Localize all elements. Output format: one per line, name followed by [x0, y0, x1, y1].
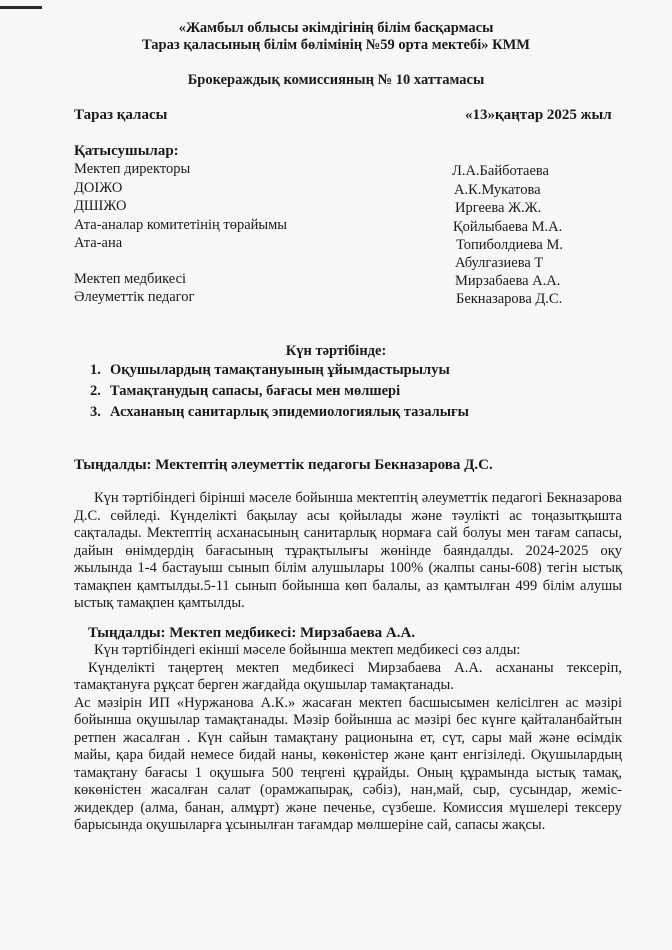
- document-title: Брокераждық комиссияның № 10 хаттамасы: [187, 72, 485, 88]
- agenda-item: 3. Асхананың санитарлық эпидемиологиялық тазалығы: [90, 404, 469, 420]
- participants-heading: Қатысушылар:: [74, 143, 179, 159]
- participant-role: Ата-аналар комитетінің төрайымы: [74, 217, 288, 233]
- participant-role: Мектеп медбикесі: [74, 271, 187, 287]
- participant-name: Бекназарова Д.С.: [456, 291, 563, 307]
- agenda-list: [90, 360, 469, 423]
- section1-heading: Тыңдалды: Мектептің әлеуметтік педагогы Бекназарова Д.С.: [74, 457, 493, 473]
- section2-body: [74, 642, 622, 835]
- participant-name: Иргеева Ж.Ж.: [455, 200, 542, 216]
- participant-role: Ата-ана: [74, 235, 123, 251]
- participant-name: Топиболдиева М.: [456, 237, 564, 253]
- section1-body: [74, 490, 622, 613]
- participant-role: Әлеуметтік педагог: [74, 289, 195, 305]
- section2-heading: Тыңдалды: Мектеп медбикесі: Мирзабаева А.А.: [88, 625, 416, 641]
- participant-role: Мектеп директоры: [74, 161, 191, 177]
- participant-name: Абулгазиева Т: [455, 255, 544, 271]
- participant-role: ДШІЖО: [74, 198, 127, 214]
- place: Тараз қаласы: [74, 107, 168, 123]
- section1-paragraph: Күн тәртібіндегі бірінші мәселе бойынша мектептің әлеуметтік педагогі Бекназарова Д.С. сөйледі. Күнделікті бақылау асы қойылады және тәулікті ас тоңазытқышта сақталады. Мектептің асханасының санитарлық нормаға сай болуы мен тағам сапасы, дайын өнімдердің бағасының тұрақтылығы жөнінде баяндалды. 2024-2025 оқу жылында 1-4 бастауыш сынып білім алушылары 100% (жалпы саны-608) тегін ыстық тамақпен қамтылды.5-11 сынып бойынша көп балалы, аз қамтылған 499 білім алушы ыстық тамақпен қамтылды.: [74, 490, 622, 611]
- section2-paragraph-3: Ас мәзірін ИП «Нуржанова А.К.» жасаған мектеп басшысымен келісілген ас мәзірі бойынша оқушылар тамақтанады. Мәзір бойынша ас мәзірі бес күнге қайталанбайтын ретпен жасалған . Күн сайын тамақтану рационына ет, сүт, сары май және өсімдік майы, қара бидай немесе бидай наны, көкөністер және қант енгізіледі. Оқушылардың тамақтану бағасы 1 оқушыға 500 теңгені құрайды. Оның құрамында ыстық тамақ, көкөністен жасалған салат (орамжапырақ, сәбіз), нан,май, сыр, сусындар, жеміс-жидекдер (алма, банан, алмұрт) және печенье, сүзбеше. Комиссия мүшелері тексеру барысында оқушыларға ұсынылған тағамдар мөлшеріне сай, сапасы жақсы.: [74, 694, 622, 833]
- participant-name: Л.А.Байботаева: [452, 163, 549, 179]
- agenda-item: 1. Оқушылардың тамақтануының ұйымдастырылуы: [90, 362, 450, 378]
- participant-name: Мирзабаева А.А.: [455, 273, 561, 289]
- section2-paragraph-1: Күн тәртібіндегі екінші мәселе бойынша мектеп медбикесі сөз алды:: [94, 642, 521, 658]
- section2-paragraph-2: Күнделікті таңертең мектеп медбикесі Мирзабаева А.А. асхананы тексеріп, тамақтануға рұқсат берген жағдайда оқушылар тамақтанады.: [74, 659, 622, 693]
- participant-name: Қойлыбаева М.А.: [453, 219, 563, 235]
- agenda-title: Күн тәртібінде:: [285, 343, 387, 359]
- header-line-1: «Жамбыл облысы әкімдігінің білім басқармасы: [178, 20, 494, 36]
- scan-mark: [0, 6, 42, 9]
- date: «13»қаңтар 2025 жыл: [465, 107, 612, 123]
- participant-name: А.К.Мукатова: [454, 182, 541, 198]
- header-line-2: Тараз қаласының білім бөлімінің №59 орта мектебі» КММ: [142, 37, 530, 53]
- participant-role: ДОІЖО: [74, 180, 123, 196]
- agenda-item: 2. Тамақтанудың сапасы, бағасы мен мөлшері: [90, 383, 401, 399]
